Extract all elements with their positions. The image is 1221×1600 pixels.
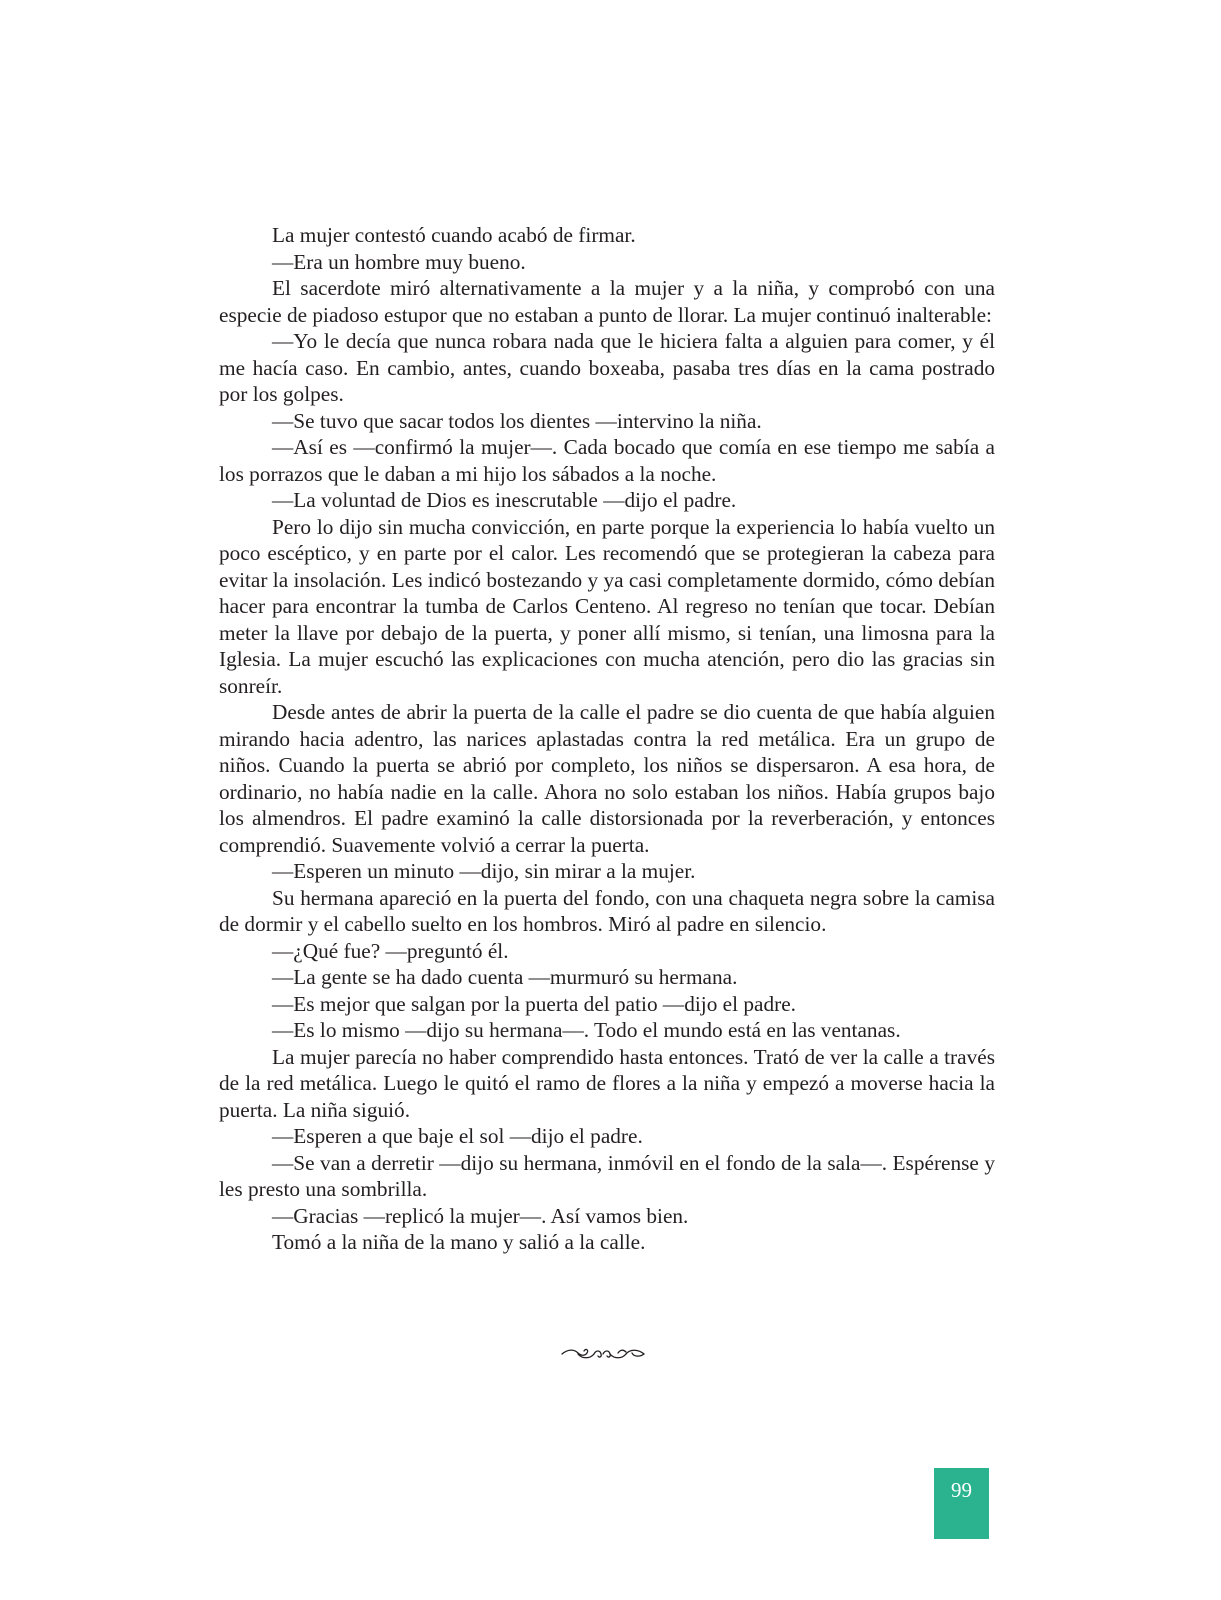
paragraph: —Es mejor que salgan por la puerta del patio —dijo el padre. bbox=[272, 991, 796, 1016]
flourish-ornament-icon bbox=[560, 1345, 646, 1363]
paragraph: —La voluntad de Dios es inescrutable —dijo el padre. bbox=[272, 488, 737, 512]
paragraph: —Se van a derretir —dijo su hermana, inmóvil en el fondo de la sala—. Espérense y les presto una sombrilla. bbox=[219, 1150, 995, 1201]
paragraph: La mujer parecía no haber comprendido hasta entonces. Trató de ver la calle a través de la red metálica. Luego le quitó el ramo de flores a la niña y empezó a moverse hacia la puerta. La niña siguió. bbox=[219, 1044, 995, 1122]
paragraph: Tomó a la niña de la mano y salió a la calle. bbox=[272, 1230, 646, 1254]
paragraph: Desde antes de abrir la puerta de la calle el padre se dio cuenta de que había alguien mirando hacia adentro, las narices aplastadas contra la red metálica. Era un grupo de niños. Cuando la puerta se abrió por completo, los niños se dispersaron. A esa hora, de ordinario, no había nadie en la calle. Ahora no solo estaban los niños. Había grupos bajo los almendros. El padre examinó la calle distorsionada por la reverberación, y entonces comprendió. Suavemente volvió a cerrar la puerta. bbox=[219, 700, 995, 857]
paragraph: —Era un hombre muy bueno. bbox=[272, 249, 526, 274]
paragraph: —¿Qué fue? —preguntó él. bbox=[272, 938, 509, 963]
page-number-badge bbox=[934, 1468, 989, 1539]
paragraph: El sacerdote miró alternativamente a la mujer y a la niña, y comprobó con una especie de piadoso estupor que no estaban a punto de llorar. La mujer continuó inalterable: bbox=[219, 276, 995, 327]
paragraph: —Así es —confirmó la mujer—. Cada bocado que comía en ese tiempo me sabía a los porrazos que le daban a mi hijo los sábados a la noche. bbox=[219, 435, 995, 486]
paragraph: —La gente se ha dado cuenta —murmuró su hermana. bbox=[272, 965, 738, 989]
paragraph: —Se tuvo que sacar todos los dientes —intervino la niña. bbox=[272, 408, 762, 433]
paragraph: —Yo le decía que nunca robara nada que le hiciera falta a alguien para comer, y él me hacía caso. En cambio, antes, cuando boxeaba, pasaba tres días en la cama postrado por los golpes. bbox=[219, 329, 995, 406]
paragraph: Su hermana apareció en la puerta del fondo, con una chaqueta negra sobre la camisa de dormir y el cabello suelto en los hombros. Miró al padre en silencio. bbox=[219, 885, 995, 936]
text-column bbox=[219, 222, 995, 1256]
paragraph: —Esperen a que baje el sol —dijo el padre. bbox=[272, 1124, 643, 1148]
paragraph: —Esperen un minuto —dijo, sin mirar a la mujer. bbox=[272, 859, 696, 883]
paragraph: —Gracias —replicó la mujer—. Así vamos bien. bbox=[272, 1203, 689, 1228]
page-number: 99 bbox=[951, 1478, 972, 1502]
paragraph: La mujer contestó cuando acabó de firmar. bbox=[272, 223, 636, 247]
paragraph: —Es lo mismo —dijo su hermana—. Todo el mundo está en las ventanas. bbox=[272, 1018, 901, 1042]
paragraph: Pero lo dijo sin mucha convicción, en parte porque la experiencia lo había vuelto un poco escéptico, y en parte por el calor. Les recomendó que se protegieran la cabeza para evitar la insolación. Les indicó bostezando y ya casi completamente dormido, cómo debían hacer para encontrar la tumba de Carlos Centeno. Al regreso no tenían que tocar. Debían meter la llave por debajo de la puerta, y poner allí mismo, si tenían, una limosna para la Iglesia. La mujer escuchó las explicaciones con mucha atención, pero dio las gracias sin sonreír. bbox=[219, 514, 995, 698]
